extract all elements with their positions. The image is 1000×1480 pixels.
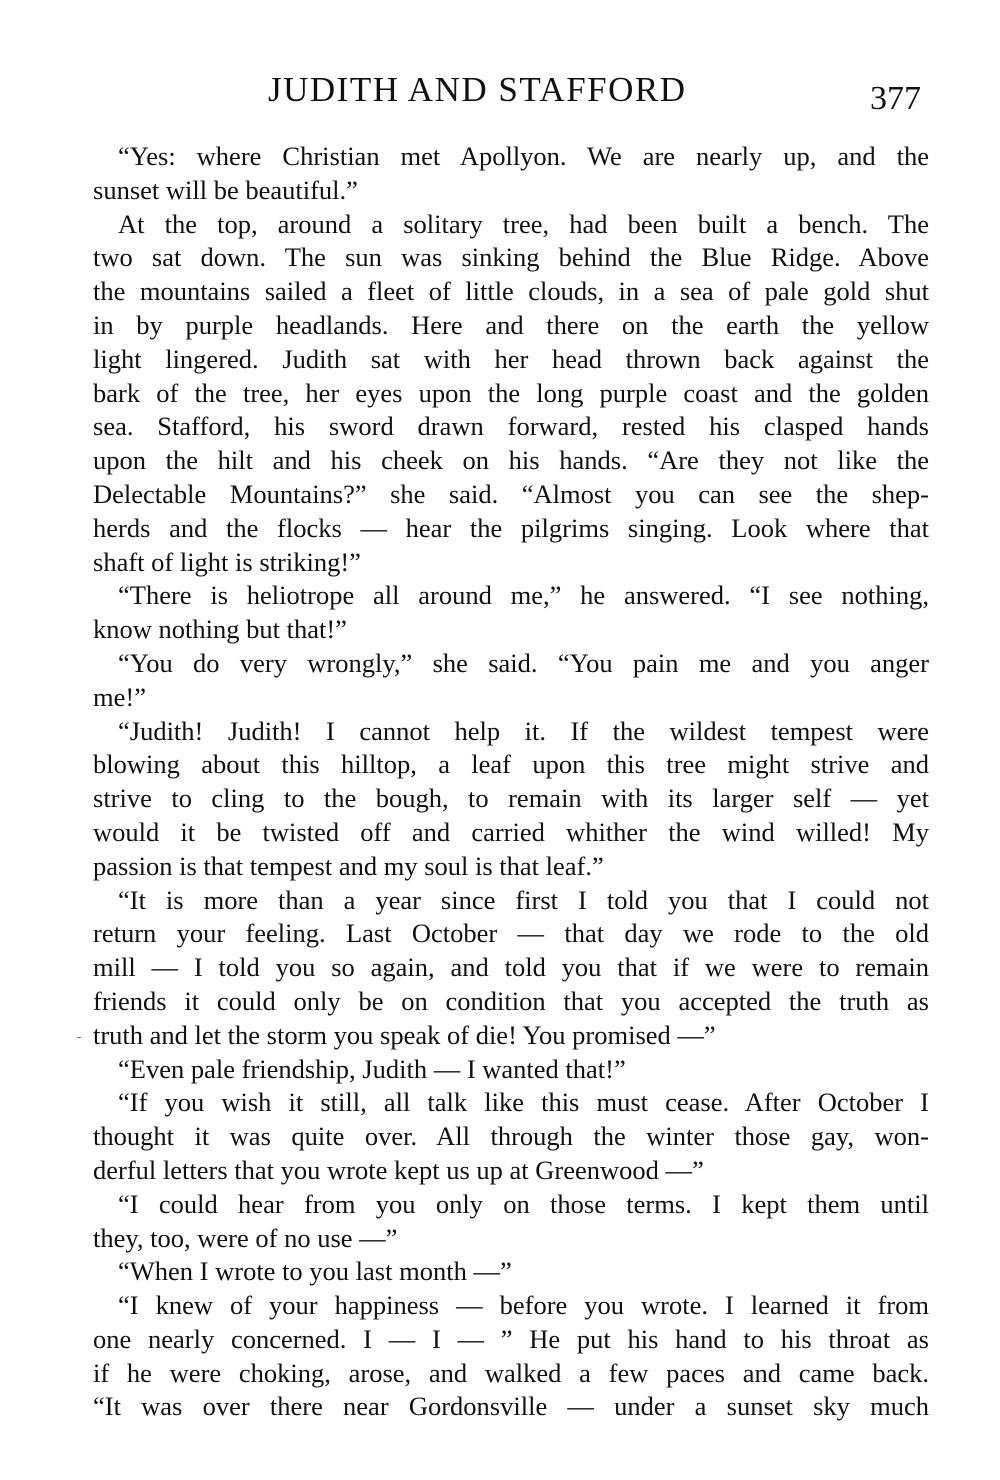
text-line: passion is that tempest and my soul is that leaf.” (93, 850, 604, 881)
text-line: “Even pale friendship, Judith — I wanted that!” (118, 1053, 626, 1084)
text-line: they, too, were of no use —” (93, 1222, 398, 1253)
text-line: blowing about this hilltop, a leaf upon this tree might strive and (93, 749, 929, 780)
text-line: herds and the flocks — hear the pilgrims singing. Look where that (93, 512, 929, 543)
text-line: thought it was quite over. All through the winter those gay, won- (93, 1121, 929, 1152)
text-line: mill — I told you so again, and told you that if we were to remain (93, 952, 929, 983)
page-number: 377 (870, 80, 921, 117)
text-line: truth and let the storm you speak of die! You promised —” (93, 1019, 716, 1050)
text-line: “It was over there near Gordonsville — under a sunset sky much (93, 1391, 929, 1422)
text-line: At the top, around a solitary tree, had been built a bench. The (118, 208, 929, 239)
text-line: shaft of light is striking!” (93, 546, 361, 577)
body-text (93, 140, 929, 1424)
margin-mark (77, 1037, 81, 1038)
text-line: sea. Stafford, his sword drawn forward, rested his clasped hands (93, 411, 929, 442)
text-line: “When I wrote to you last month —” (118, 1256, 512, 1287)
text-line: friends it could only be on condition that you accepted the truth as (93, 985, 929, 1016)
text-line: “I could hear from you only on those terms. I kept them until (118, 1188, 929, 1219)
text-line: two sat down. The sun was sinking behind the Blue Ridge. Above (93, 242, 929, 273)
text-line: return your feeling. Last October — that day we rode to the old (93, 918, 929, 949)
text-line: “It is more than a year since first I told you that I could not (118, 884, 929, 915)
text-line: strive to cling to the bough, to remain with its larger self — yet (93, 783, 929, 814)
text-line: sunset will be beautiful.” (93, 174, 358, 205)
text-line: know nothing but that!” (93, 614, 347, 645)
text-line: “Judith! Judith! I cannot help it. If the wildest tempest were (118, 715, 929, 746)
text-line: “I knew of your happiness — before you wrote. I learned it from (118, 1290, 929, 1321)
text-line: bark of the tree, her eyes upon the long purple coast and the golden (93, 377, 929, 408)
text-line: the mountains sailed a fleet of little clouds, in a sea of pale gold shut (93, 276, 929, 307)
text-line: “If you wish it still, all talk like this must cease. After October I (118, 1087, 929, 1118)
text-line: “Yes: where Christian met Apollyon. We are nearly up, and the (118, 141, 929, 171)
text-line: one nearly concerned. I — I — ” He put his hand to his throat as (93, 1323, 929, 1354)
text-line: would it be twisted off and carried whither the wind willed! My (93, 816, 929, 847)
text-line: in by purple headlands. Here and there on the earth the yellow (93, 309, 929, 340)
text-line: “There is heliotrope all around me,” he answered. “I see nothing, (118, 580, 929, 611)
text-line: “You do very wrongly,” she said. “You pain me and you anger (118, 647, 929, 678)
running-title: JUDITH AND STAFFORD (268, 70, 687, 109)
text-line: upon the hilt and his cheek on his hands. “Are they not like the (93, 445, 929, 476)
text-line: me!” (93, 681, 146, 712)
text-line: light lingered. Judith sat with her head thrown back against the (93, 343, 929, 374)
text-line: if he were choking, arose, and walked a few paces and came back. (93, 1357, 929, 1388)
text-line: Delectable Mountains?” she said. “Almost you can see the shep- (93, 478, 929, 509)
text-line: derful letters that you wrote kept us up at Greenwood —” (93, 1154, 704, 1185)
